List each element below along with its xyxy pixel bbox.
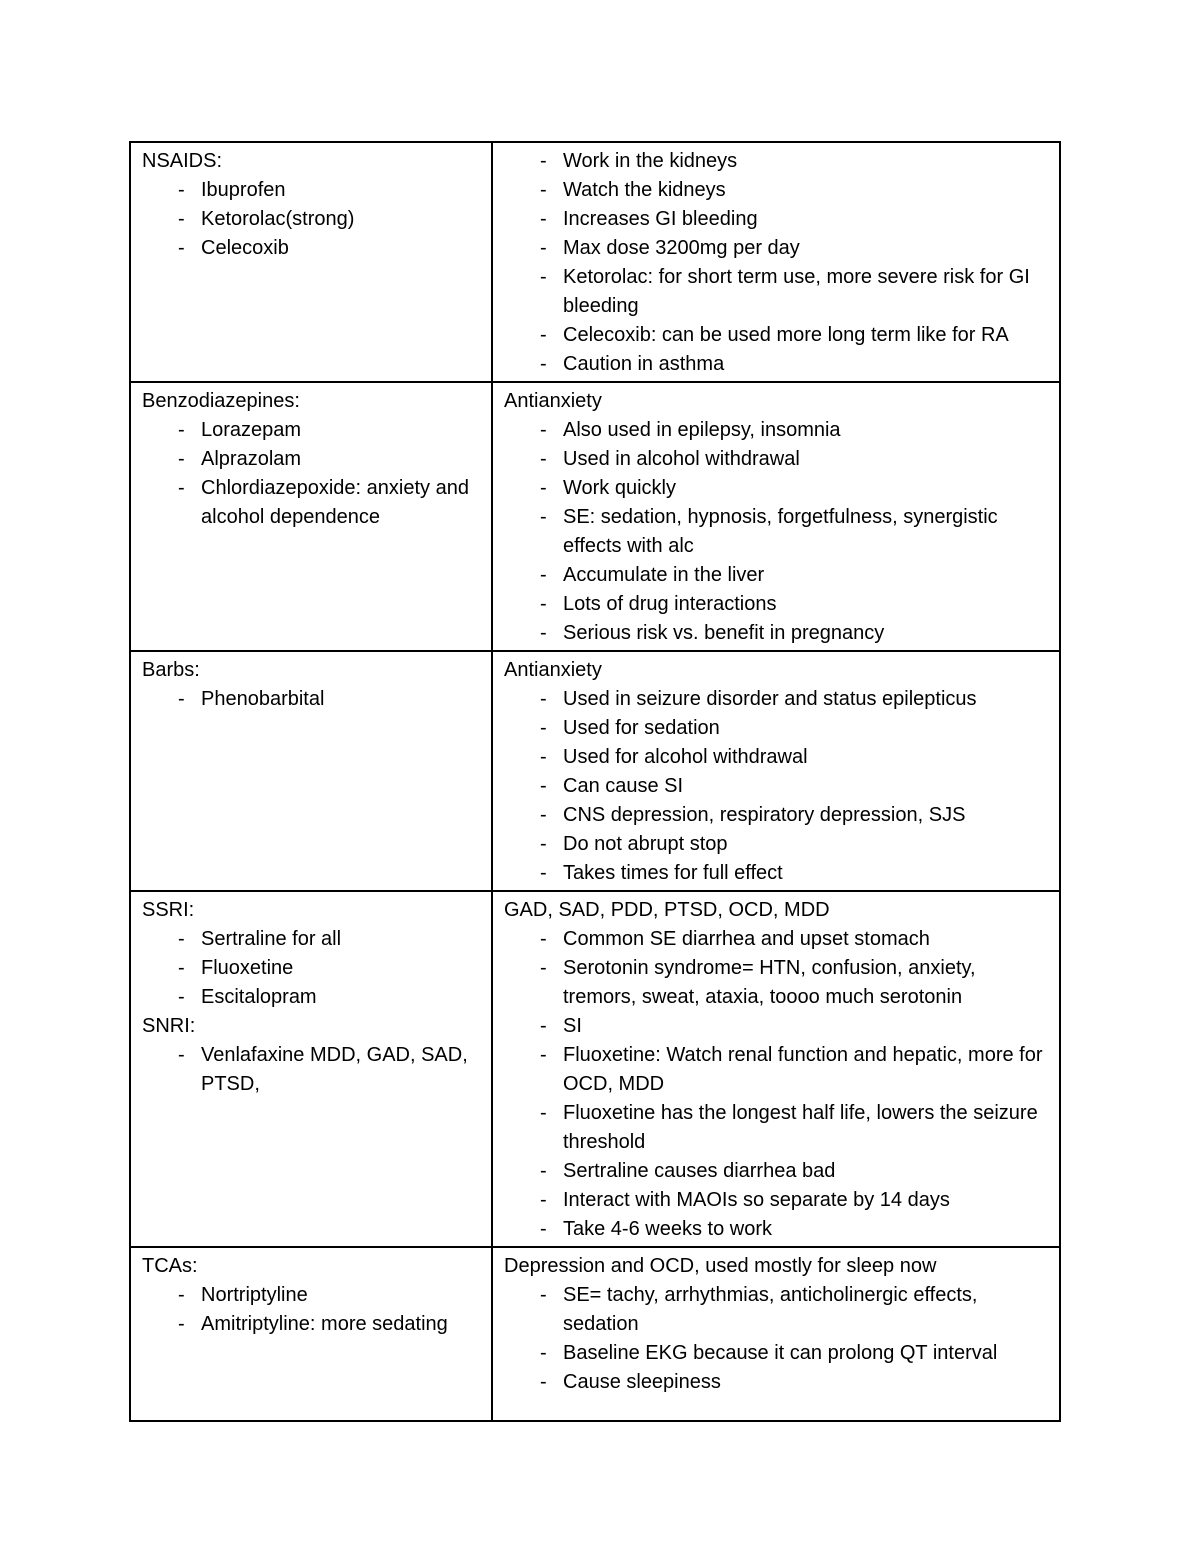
drug-list (142, 925, 483, 1012)
drug-class-heading: TCAs: (142, 1255, 198, 1277)
notes-cell (492, 1247, 1060, 1421)
note-item: - Celecoxib: can be used more long term like for RA (504, 321, 1051, 350)
note-item: - Used in seizure disorder and status epilepticus (504, 685, 1051, 714)
notes-heading: GAD, SAD, PDD, PTSD, OCD, MDD (504, 899, 830, 921)
drug-item: - Ibuprofen (142, 176, 483, 205)
note-item: - Take 4-6 weeks to work (504, 1215, 1051, 1244)
note-item: - Fluoxetine has the longest half life, lowers the seizure threshold (504, 1099, 1051, 1157)
notes-cell (492, 142, 1060, 382)
drug-item: - Amitriptyline: more sedating (142, 1310, 483, 1339)
drug-list (142, 176, 483, 263)
notes-list (504, 925, 1051, 1244)
drug-notes-table (129, 141, 1061, 1422)
table-row-barbs (130, 651, 1060, 891)
note-item: - Serotonin syndrome= HTN, confusion, anxiety, tremors, sweat, ataxia, toooo much serotonin (504, 954, 1051, 1012)
notes-list (504, 416, 1051, 648)
note-item: - SE: sedation, hypnosis, forgetfulness, synergistic effects with alc (504, 503, 1051, 561)
drug-class-cell (130, 142, 492, 382)
table-row-ssri-snri (130, 891, 1060, 1247)
note-item: - Used in alcohol withdrawal (504, 445, 1051, 474)
note-item: - Accumulate in the liver (504, 561, 1051, 590)
note-item: - Can cause SI (504, 772, 1051, 801)
note-item: - Increases GI bleeding (504, 205, 1051, 234)
note-item: - Baseline EKG because it can prolong QT interval (504, 1339, 1051, 1368)
table-row-tcas (130, 1247, 1060, 1421)
note-item: - Ketorolac: for short term use, more severe risk for GI bleeding (504, 263, 1051, 321)
note-item: - SE= tachy, arrhythmias, anticholinergic effects, sedation (504, 1281, 1051, 1339)
note-item: - Used for sedation (504, 714, 1051, 743)
drug-class-cell (130, 1247, 492, 1421)
notes-heading: Antianxiety (504, 390, 602, 412)
drug-list (142, 685, 483, 714)
notes-cell (492, 382, 1060, 651)
note-item: - Used for alcohol withdrawal (504, 743, 1051, 772)
drug-item: - Phenobarbital (142, 685, 483, 714)
note-item: - SI (504, 1012, 1051, 1041)
drug-list (142, 1041, 483, 1099)
note-item: - Interact with MAOIs so separate by 14 days (504, 1186, 1051, 1215)
drug-item: - Sertraline for all (142, 925, 483, 954)
note-item: - Max dose 3200mg per day (504, 234, 1051, 263)
drug-item: - Lorazepam (142, 416, 483, 445)
drug-class-heading: Benzodiazepines: (142, 390, 300, 412)
note-item: - Sertraline causes diarrhea bad (504, 1157, 1051, 1186)
notes-cell (492, 651, 1060, 891)
drug-item: - Fluoxetine (142, 954, 483, 983)
note-item: - Do not abrupt stop (504, 830, 1051, 859)
drug-class-cell (130, 891, 492, 1247)
drug-item: - Chlordiazepoxide: anxiety and alcohol dependence (142, 474, 483, 532)
note-item: - Caution in asthma (504, 350, 1051, 379)
note-item: - Fluoxetine: Watch renal function and hepatic, more for OCD, MDD (504, 1041, 1051, 1099)
notes-heading: Antianxiety (504, 659, 602, 681)
table-row-nsaids (130, 142, 1060, 382)
drug-class-heading: NSAIDS: (142, 150, 223, 172)
note-item: - Work in the kidneys (504, 147, 1051, 176)
note-item: - CNS depression, respiratory depression, SJS (504, 801, 1051, 830)
note-item: - Common SE diarrhea and upset stomach (504, 925, 1051, 954)
drug-item: - Alprazolam (142, 445, 483, 474)
drug-class-heading: SSRI: (142, 899, 195, 921)
notes-list (504, 1281, 1051, 1397)
drug-item: - Nortriptyline (142, 1281, 483, 1310)
drug-item: - Escitalopram (142, 983, 483, 1012)
notes-heading: Depression and OCD, used mostly for sleep now (504, 1255, 937, 1277)
drug-list (142, 416, 483, 532)
drug-class-heading: Barbs: (142, 659, 200, 681)
note-item: - Takes times for full effect (504, 859, 1051, 888)
notes-list (504, 685, 1051, 888)
drug-item: - Venlafaxine MDD, GAD, SAD, PTSD, (142, 1041, 483, 1099)
drug-class-cell (130, 651, 492, 891)
drug-list (142, 1281, 483, 1339)
notes-list (504, 147, 1051, 379)
drug-item: - Ketorolac(strong) (142, 205, 483, 234)
note-item: - Lots of drug interactions (504, 590, 1051, 619)
note-item: - Watch the kidneys (504, 176, 1051, 205)
note-item: - Serious risk vs. benefit in pregnancy (504, 619, 1051, 648)
note-item: - Cause sleepiness (504, 1368, 1051, 1397)
drug-class-heading: SNRI: (142, 1015, 196, 1037)
note-item: - Work quickly (504, 474, 1051, 503)
notes-cell (492, 891, 1060, 1247)
table-row-benzodiazepines (130, 382, 1060, 651)
drug-class-cell (130, 382, 492, 651)
note-item: - Also used in epilepsy, insomnia (504, 416, 1051, 445)
drug-item: - Celecoxib (142, 234, 483, 263)
